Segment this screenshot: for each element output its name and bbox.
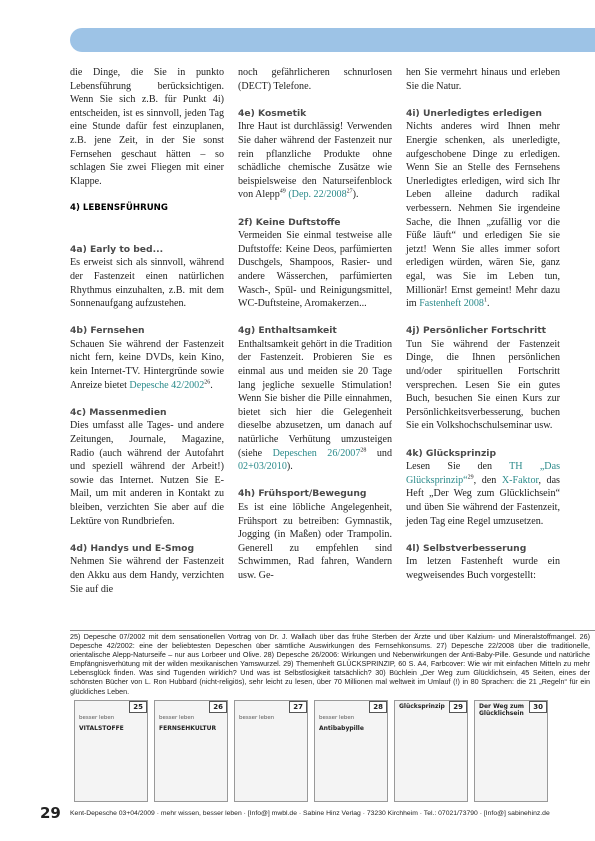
cover-thumbnail bbox=[474, 700, 548, 802]
thumbnail-header: besser leben bbox=[159, 715, 195, 721]
footnote-ref: 1 bbox=[483, 297, 487, 304]
cover-thumbnail bbox=[234, 700, 308, 802]
footnote-ref: 27 bbox=[346, 188, 353, 195]
thumbnail-title: Antibabypille bbox=[319, 725, 364, 732]
header-bar bbox=[70, 28, 595, 52]
reference-link: (Dep. 22/2008 bbox=[288, 189, 347, 201]
footnote-ref: 26 bbox=[204, 379, 211, 386]
section-heading: 2f) Keine Duftstoffe bbox=[238, 216, 341, 228]
body-paragraph: hen Sie vermehrt hinaus und erleben Sie die Natur. bbox=[406, 67, 560, 92]
text-column-3 bbox=[406, 66, 560, 583]
body-paragraph: Schauen Sie während der Fastenzeit nicht fern, keine DVDs, kein Kino, kein Internet-TV. Hintergründe sowie Anreize bietet Depesche 42/2002$^{26}$. bbox=[70, 338, 224, 391]
reference-link: X-Faktor bbox=[501, 474, 539, 486]
section-heading: 4i) Unerledigtes erledigen bbox=[406, 107, 542, 119]
text-column-2 bbox=[238, 66, 392, 583]
cover-thumbnail bbox=[314, 700, 388, 802]
thumbnail-number: 27 bbox=[289, 701, 307, 713]
body-paragraph: Tun Sie während der Fastenzeit Dinge, die Ihnen persönlichen und/oder spirituellen Fortschritt versprechen. Lesen Sie ein gutes Buch, besuchen Sie einen Kurs zur Persönlichkeitsverbesserung, buchen Sie ein Volkshochschulseminar usw. bbox=[406, 338, 560, 432]
footnote-ref: 28 bbox=[360, 447, 367, 454]
thumbnail-number: 30 bbox=[529, 701, 547, 713]
body-paragraph: Nehmen Sie während der Fastenzeit den Akku aus dem Handy, verzichten Sie auf die bbox=[70, 556, 224, 595]
section-heading: 4k) Glücksprinzip bbox=[406, 447, 497, 459]
body-paragraph: Es erweist sich als sinnvoll, während der Fastenzeit einen natürlichen Rhythmus einzuhalten, z.B. mit dem Sonnenaufgang aufzustehen. bbox=[70, 257, 224, 310]
cover-thumbnail bbox=[154, 700, 228, 802]
footnote-ref: 29 bbox=[467, 474, 474, 481]
reference-link: Depeschen 26/2007 bbox=[272, 447, 361, 459]
thumbnail-title: Der Weg zum Glücklichsein bbox=[479, 703, 524, 717]
thumbnail-number: 26 bbox=[209, 701, 227, 713]
section-heading: 4h) Frühsport/Bewegung bbox=[238, 488, 367, 500]
thumbnail-title: Glücksprinzip bbox=[399, 703, 445, 710]
thumbnail-title: VITALSTOFFE bbox=[79, 725, 124, 732]
page-footer: Kent-Depesche 03+04/2009 · mehr wissen, besser leben · [Info@] mwbl.de · Sabine Hinz Verlag · 73230 Kirchheim · Tel.: 07021/73790 · [Info@] sabinehinz.de bbox=[70, 810, 550, 817]
body-paragraph: Enthaltsamkeit gehört in die Tradition der Fastenzeit. Probieren Sie es einmal aus und meiden sie 20 Tage lang jegliche sexuelle Stimulation! Wenn Sie bisher die Pille einnahmen, bietet sich hier die Gelegenheit dieselbe abzusetzen, um danach auf natürliche Verhütung umzusteigen (siehe Depeschen 26/2007$^{28}$ und 02+03/2010). bbox=[238, 338, 392, 473]
section-heading: 4l) Selbstverbesserung bbox=[406, 542, 527, 554]
section-heading: 4j) Persönlicher Fortschritt bbox=[406, 325, 547, 337]
thumbnail-header: besser leben bbox=[319, 715, 355, 721]
body-paragraph: Ihre Haut ist durchlässig! Verwenden Sie daher während der Fastenzeit nur rein pflanzliche Produkte ohne schädliche chemische Zusätze wie beispielsweise den Naturseifenblock von Alepp$^{49}$ (Dep. 22/2008$^{27}$). bbox=[238, 121, 392, 201]
body-paragraph: Im letzen Fastenheft wurde ein wegweisendes Buch vorgestellt: bbox=[406, 556, 560, 581]
cover-thumbnail bbox=[74, 700, 148, 802]
thumbnail-title: FERNSEHKULTUR bbox=[159, 725, 217, 732]
body-paragraph: noch gefährlicheren schnurlosen (DECT) Telefone. bbox=[238, 67, 392, 92]
section-heading: 4a) Early to bed... bbox=[70, 243, 164, 255]
thumbnail-number: 29 bbox=[449, 701, 467, 713]
thumbnail-header: besser leben bbox=[239, 715, 275, 721]
section-heading: 4e) Kosmetik bbox=[238, 107, 307, 119]
footnotes: 25) Depesche 07/2002 mit dem sensationellen Vortrag von Dr. J. Wallach über das frühe Sterben der Ärzte und über Kalzium- und Mineralstoffmangel. 26) Depesche 42/2002: eine der beliebtesten Depeschen über sämtliche Auswirkungen des Fernsehkonsums. 27) Depesche 22/2008 über die traditionelle, orientalische Alepp-Naturseife – nur aus Lorbeer und Olive. 28) Depesche 26/2006: Wirkungen und Nebenwirkungen der Anti-Baby-Pille. Gesunde und natürliche Empfängnisverhütung mit der wilden mexikanischen Yamswurzel. 29) Themenheft GLÜCKSPRINZIP, 60 S. A4, Farbcover: Wie wir mit einfachen Mitteln zu mehr Lebensglück finden. Was sind Tugenden wirklich? Und was ist Selbstlosigkeit tatsächlich? 30) Büchlein „Der Weg zum Glücklichsein, 45 Seiten, eines der schönsten Bücher von L. Ron Hubbard (nicht-religiös), sehr leicht zu lesen, über 70 Millionen mal weltweit im Umlauf (!) in 80 Sprachen: die 21 „Regeln“ für ein glückliches Leben. bbox=[70, 632, 590, 696]
body-paragraph: Vermeiden Sie einmal testweise alle Duftstoffe: Keine Deos, parfümierten Duschgels, Shampoos, Rasier- und andere Wässerchen, parfümierten Wasch-, Spül- und Reinigungsmittel, WC-Duftsteine, Aromakerzen... bbox=[238, 230, 392, 310]
section-heading: 4c) Massenmedien bbox=[70, 406, 167, 418]
thumbnail-number: 28 bbox=[369, 701, 387, 713]
body-paragraph: Dies umfasst alle Tages- und andere Zeitungen, Journale, Magazine, Radio (auch während der Autofahrt und speziell während der Arbeit!) sowie das Internet. Nutzen Sie E-Mail, um mit anderen in Kontakt zu bleiben, verzichten Sie aber auf die Lektüre von Rundbriefen. bbox=[70, 420, 224, 527]
body-paragraph: Es ist eine löbliche Angelegenheit, Frühsport zu betreiben: Gymnastik, Jogging (in Maßen) oder Trampolin. Generell zu empfehlen sind Schwimmen, Rad fahren, Wandern usw. Ge- bbox=[238, 502, 392, 581]
body-paragraph: Nichts anderes wird Ihnen mehr Energie schenken, als unerledigte, aufgeschobene Dinge zu erledigen. Wenn Sie an Stelle des Fernsehens Unerledigtes erledigen, wird sich Ihr Leben alleine dadurch radikal verbessern. Nehmen Sie irgendeine Sache, die Ihnen „zufällig vor die Füße läuft“ und erledigen Sie sie jetzt! Wenn Sie alles immer sofort erledigen würden, wären Sie, ganz egal, was Sie im Leben tun, Millionär! Ernst gemeint! Mehr dazu im Fastenheft 2008$^1$. bbox=[406, 121, 560, 310]
section-heading: 4) LEBENSFÜHRUNG bbox=[70, 202, 168, 213]
reference-link: 02+03/2010 bbox=[238, 461, 287, 473]
section-heading: 4g) Enthaltsamkeit bbox=[238, 325, 337, 337]
body-paragraph: Lesen Sie den TH „Das Glücksprinzip“$^{29}$, den X-Faktor, das Heft „Der Weg zum Glücklichsein“ und üben Sie während der Fastenzeit, jeden Tag eine Regel umzusetzen. bbox=[406, 461, 560, 527]
text-column-1 bbox=[70, 66, 224, 596]
cover-thumbnail bbox=[394, 700, 468, 802]
thumbnail-number: 25 bbox=[129, 701, 147, 713]
reference-link: Fastenheft 2008 bbox=[419, 298, 484, 310]
reference-link: Depesche 42/2002 bbox=[129, 379, 205, 391]
page-number: 29 bbox=[40, 804, 61, 822]
body-paragraph: die Dinge, die Sie in punkto Lebensführung berücksichtigen. Wenn Sie sich z.B. für Punkt 4i) entscheiden, ist es sinnvoll, jeden Tag eine Stunde dafür fest einzuplanen, z.B. jene Zeit, in der Sie sonst Fernsehen geschaut hätten – so schlagen Sie zwei Fliegen mit einer Klappe. bbox=[70, 67, 224, 187]
section-heading: 4b) Fernsehen bbox=[70, 325, 145, 337]
footnote-ref: 49 bbox=[279, 188, 286, 195]
section-heading: 4d) Handys und E-Smog bbox=[70, 542, 195, 554]
reference-link: TH „Das Glücksprinzip“ bbox=[406, 461, 560, 486]
thumbnail-header: besser leben bbox=[79, 715, 115, 721]
